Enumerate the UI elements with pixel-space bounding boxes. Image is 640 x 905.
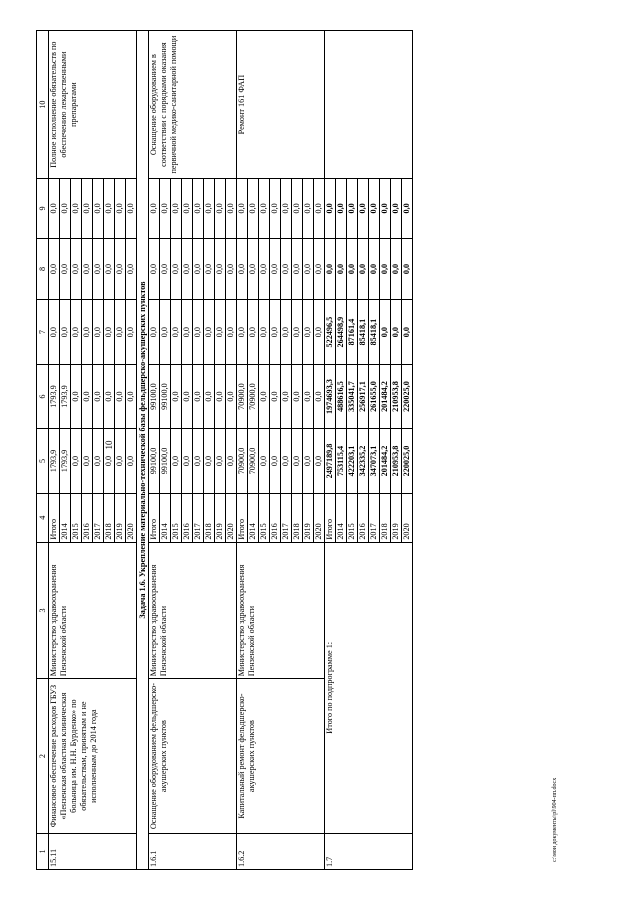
amount-cell: 0,0 — [182, 179, 193, 238]
amount-cell: 0,0 — [193, 364, 204, 428]
amount-cell: 210953,8 — [391, 364, 402, 428]
amount-cell: 753115,4 — [336, 429, 347, 493]
amount-cell: 0,0 — [259, 300, 270, 364]
amount-cell: 0,0 — [215, 364, 226, 428]
period-cell: 2018 — [104, 493, 115, 542]
amount-cell: 0,0 — [126, 238, 137, 300]
executor: Министерство здравоохранения Пензенской области — [49, 542, 137, 679]
amount-cell: 0,0 — [325, 238, 336, 300]
amount-cell: 0,0 — [281, 300, 292, 364]
amount-cell: 0,0 — [49, 300, 60, 364]
period-cell: 2016 — [358, 493, 369, 542]
task-row — [137, 31, 149, 870]
period-cell: Итого — [49, 493, 60, 542]
amount-cell: 0,0 — [270, 300, 281, 364]
amount-cell: 0,0 — [104, 364, 115, 428]
amount-cell: 0,0 — [303, 179, 314, 238]
amount-cell: 0,0 — [226, 429, 237, 493]
column-number-10: 10 — [37, 31, 49, 179]
amount-cell: 0,0 — [391, 238, 402, 300]
amount-cell: 0,0 — [391, 300, 402, 364]
table-row — [49, 31, 60, 870]
budget-table — [36, 30, 413, 870]
amount-cell: 0,0 — [292, 238, 303, 300]
amount-cell: 0,0 — [93, 364, 104, 428]
column-number-6: 6 — [37, 364, 49, 428]
measure-name: Оснащение оборудованием фельдшерско-акушерских пунктов — [149, 679, 237, 834]
expected-result: Оснащение оборудованием в соответствии с порядками оказания первичной медико-санитарной помощи — [149, 31, 237, 179]
amount-cell: 347073,1 — [369, 429, 380, 493]
amount-cell: 0,0 — [204, 429, 215, 493]
amount-cell: 0,0 — [171, 364, 182, 428]
amount-cell: 264498,9 — [336, 300, 347, 364]
amount-cell: 0,0 — [259, 364, 270, 428]
amount-cell: 0,0 — [160, 179, 171, 238]
amount-cell: 201484,2 — [380, 364, 391, 428]
footer-path: c:\мои документы\pl\904-пп.docx — [552, 777, 558, 862]
row-number: 15.11 — [49, 833, 137, 869]
amount-cell: 0,0 — [402, 238, 413, 300]
amount-cell: 0,0 — [380, 238, 391, 300]
amount-cell: 0,0 — [104, 300, 115, 364]
amount-cell: 220025,0 — [402, 429, 413, 493]
period-cell: 2016 — [182, 493, 193, 542]
amount-cell: 70900,0 — [248, 364, 259, 428]
amount-cell: 0,0 — [369, 179, 380, 238]
expected-result: Полное исполнение обязательств по обеспечению лекарственными препаратами — [49, 31, 137, 179]
amount-cell: 0,0 — [93, 429, 104, 493]
amount-cell: 0,0 — [171, 429, 182, 493]
amount-cell: 261655,0 — [369, 364, 380, 428]
executor: Министерство здравоохранения Пензенской области — [149, 542, 237, 679]
amount-cell: 0,0 — [237, 238, 248, 300]
period-cell: 2018 — [292, 493, 303, 542]
row-number: 1.6.2 — [237, 833, 325, 869]
amount-cell: 342335,2 — [358, 429, 369, 493]
amount-cell: 488616,5 — [336, 364, 347, 428]
amount-cell: 1974693,3 — [325, 364, 336, 428]
amount-cell: 0,0 — [104, 179, 115, 238]
amount-cell: 0,0 — [71, 179, 82, 238]
column-number-4: 4 — [37, 493, 49, 542]
amount-cell: 0,0 — [237, 179, 248, 238]
amount-cell: 0,0 — [193, 429, 204, 493]
period-cell: 2019 — [303, 493, 314, 542]
column-number-9: 9 — [37, 179, 49, 238]
period-cell: Итого — [325, 493, 336, 542]
amount-cell: 0,0 — [193, 300, 204, 364]
amount-cell: 201484,2 — [380, 429, 391, 493]
table-row — [237, 31, 248, 870]
amount-cell: 0,0 — [115, 429, 126, 493]
amount-cell: 0,0 — [93, 238, 104, 300]
amount-cell: 0,0 — [204, 364, 215, 428]
amount-cell: 422203,1 — [347, 429, 358, 493]
period-cell: 2019 — [115, 493, 126, 542]
amount-cell: 0,0 — [281, 179, 292, 238]
period-cell: 2020 — [402, 493, 413, 542]
amount-cell: 0,0 — [314, 429, 325, 493]
amount-cell: 0,0 — [160, 238, 171, 300]
amount-cell: 0,0 — [270, 429, 281, 493]
amount-cell: 0,0 — [149, 300, 160, 364]
amount-cell: 0,0 — [193, 179, 204, 238]
amount-cell: 0,0 — [204, 179, 215, 238]
amount-cell: 0,0 — [226, 300, 237, 364]
amount-cell: 99100,0 — [149, 364, 160, 428]
amount-cell: 0,0 — [259, 179, 270, 238]
amount-cell: 85418,1 — [369, 300, 380, 364]
amount-cell: 0,0 — [270, 238, 281, 300]
amount-cell: 0,0 — [49, 238, 60, 300]
column-number-7: 7 — [37, 300, 49, 364]
amount-cell: 0,0 — [49, 179, 60, 238]
amount-cell: 0,0 — [204, 238, 215, 300]
amount-cell: 85418,1 — [358, 300, 369, 364]
period-cell: 2016 — [82, 493, 93, 542]
amount-cell: 0,0 — [126, 429, 137, 493]
period-cell: 2018 — [380, 493, 391, 542]
total-label: Итого по подпрограмме 1: — [325, 542, 413, 833]
amount-cell: 0,0 — [226, 238, 237, 300]
amount-cell: 0,0 — [402, 179, 413, 238]
table-row — [325, 31, 336, 870]
amount-cell: 0,0 — [314, 179, 325, 238]
amount-cell: 0,0 — [402, 300, 413, 364]
amount-cell: 0,0 — [82, 364, 93, 428]
amount-cell: 0,0 — [93, 179, 104, 238]
amount-cell: 0,0 — [82, 429, 93, 493]
amount-cell: 0,0 — [182, 364, 193, 428]
amount-cell: 1793,9 — [49, 364, 60, 428]
period-cell: 2017 — [369, 493, 380, 542]
amount-cell: 0,0 — [281, 429, 292, 493]
amount-cell: 0,0 — [115, 364, 126, 428]
period-cell: 2015 — [347, 493, 358, 542]
amount-cell: 0,0 — [71, 238, 82, 300]
amount-cell: 0,0 — [215, 179, 226, 238]
amount-cell: 0,0 — [303, 364, 314, 428]
amount-cell: 0,0 — [71, 364, 82, 428]
amount-cell: 1793,9 — [60, 364, 71, 428]
amount-cell: 0,0 — [182, 429, 193, 493]
period-cell: 2016 — [270, 493, 281, 542]
amount-cell: 1793,9 — [60, 429, 71, 493]
amount-cell: 0,0 — [391, 179, 402, 238]
page-number: 10 — [104, 440, 114, 450]
period-cell: 2014 — [336, 493, 347, 542]
amount-cell: 0,0 — [215, 429, 226, 493]
amount-cell: 0,0 — [292, 179, 303, 238]
measure-name: Капитальный ремонт фельдшерско-акушерских пунктов — [237, 679, 325, 834]
amount-cell: 0,0 — [71, 429, 82, 493]
row-number: 1.7 — [325, 833, 413, 869]
column-number-2: 2 — [37, 679, 49, 834]
amount-cell: 0,0 — [292, 364, 303, 428]
amount-cell: 70900,0 — [237, 429, 248, 493]
amount-cell: 0,0 — [82, 300, 93, 364]
period-cell: Итого — [237, 493, 248, 542]
period-cell: 2014 — [160, 493, 171, 542]
measure-name: Финансовое обеспечение расходов ГБУЗ «Пензенская областная клиническая больница им. Н.Н. Бурденко» по обязательствам, принятым и не исполненным до 2014 года — [49, 679, 137, 834]
amount-cell: 0,0 — [126, 364, 137, 428]
amount-cell: 0,0 — [204, 300, 215, 364]
amount-cell: 0,0 — [380, 179, 391, 238]
period-cell: 2015 — [171, 493, 182, 542]
amount-cell: 0,0 — [60, 179, 71, 238]
amount-cell: 70900,0 — [248, 429, 259, 493]
period-cell: 2015 — [259, 493, 270, 542]
amount-cell: 0,0 — [325, 179, 336, 238]
period-cell: Итого — [149, 493, 160, 542]
amount-cell: 0,0 — [115, 179, 126, 238]
amount-cell: 220025,0 — [402, 364, 413, 428]
amount-cell: 0,0 — [82, 179, 93, 238]
amount-cell: 2497189,8 — [325, 429, 336, 493]
amount-cell: 0,0 — [226, 179, 237, 238]
period-cell: 2019 — [215, 493, 226, 542]
period-cell: 2017 — [281, 493, 292, 542]
amount-cell: 0,0 — [126, 179, 137, 238]
amount-cell: 0,0 — [358, 238, 369, 300]
amount-cell: 0,0 — [314, 238, 325, 300]
period-cell: 2014 — [60, 493, 71, 542]
amount-cell: 99100,0 — [160, 364, 171, 428]
task-title: Задача 1.6. Укрепление материально-технической базы фельдшерско-акушерских пунктов — [137, 31, 149, 870]
amount-cell: 0,0 — [115, 300, 126, 364]
amount-cell: 0,0 — [82, 238, 93, 300]
amount-cell: 0,0 — [60, 238, 71, 300]
amount-cell: 0,0 — [248, 300, 259, 364]
amount-cell: 0,0 — [336, 179, 347, 238]
amount-cell: 0,0 — [314, 364, 325, 428]
amount-cell: 0,0 — [292, 429, 303, 493]
expected-result: Ремонт 161 ФАП — [237, 31, 325, 179]
amount-cell: 0,0 — [171, 238, 182, 300]
column-number-3: 3 — [37, 542, 49, 679]
amount-cell: 0,0 — [115, 238, 126, 300]
amount-cell: 210953,8 — [391, 429, 402, 493]
amount-cell: 0,0 — [104, 238, 115, 300]
amount-cell: 0,0 — [248, 179, 259, 238]
amount-cell: 0,0 — [358, 179, 369, 238]
amount-cell: 0,0 — [126, 300, 137, 364]
amount-cell: 0,0 — [292, 300, 303, 364]
amount-cell: 522496,5 — [325, 300, 336, 364]
amount-cell: 0,0 — [281, 238, 292, 300]
amount-cell: 99100,0 — [160, 429, 171, 493]
amount-cell: 0,0 — [93, 300, 104, 364]
amount-cell: 0,0 — [259, 238, 270, 300]
amount-cell: 0,0 — [303, 238, 314, 300]
amount-cell: 0,0 — [182, 300, 193, 364]
amount-cell: 1793,9 — [49, 429, 60, 493]
table-row — [149, 31, 160, 870]
amount-cell: 87161,4 — [347, 300, 358, 364]
amount-cell: 0,0 — [237, 300, 248, 364]
expected-result — [325, 31, 413, 179]
amount-cell: 0,0 — [104, 429, 115, 493]
amount-cell: 70900,0 — [237, 364, 248, 428]
amount-cell: 0,0 — [336, 238, 347, 300]
amount-cell: 0,0 — [270, 179, 281, 238]
amount-cell: 0,0 — [215, 238, 226, 300]
period-cell: 2017 — [193, 493, 204, 542]
amount-cell: 0,0 — [369, 238, 380, 300]
amount-cell: 0,0 — [71, 300, 82, 364]
amount-cell: 0,0 — [314, 300, 325, 364]
row-number: 1.6.1 — [149, 833, 237, 869]
amount-cell: 0,0 — [259, 429, 270, 493]
amount-cell: 0,0 — [60, 300, 71, 364]
period-cell: 2015 — [71, 493, 82, 542]
period-cell: 2020 — [126, 493, 137, 542]
column-number-1: 1 — [37, 833, 49, 869]
amount-cell: 0,0 — [160, 300, 171, 364]
amount-cell: 0,0 — [303, 429, 314, 493]
amount-cell: 0,0 — [193, 238, 204, 300]
period-cell: 2018 — [204, 493, 215, 542]
period-cell: 2017 — [93, 493, 104, 542]
period-cell: 2020 — [226, 493, 237, 542]
amount-cell: 0,0 — [281, 364, 292, 428]
amount-cell: 0,0 — [380, 300, 391, 364]
amount-cell: 99100,0 — [149, 429, 160, 493]
amount-cell: 0,0 — [215, 300, 226, 364]
amount-cell: 0,0 — [149, 179, 160, 238]
column-number-8: 8 — [37, 238, 49, 300]
amount-cell: 335041,7 — [347, 364, 358, 428]
column-number-5: 5 — [37, 429, 49, 493]
header-row — [37, 31, 49, 870]
amount-cell: 0,0 — [182, 238, 193, 300]
period-cell: 2014 — [248, 493, 259, 542]
amount-cell: 0,0 — [226, 364, 237, 428]
period-cell: 2019 — [391, 493, 402, 542]
amount-cell: 0,0 — [171, 179, 182, 238]
amount-cell: 0,0 — [248, 238, 259, 300]
period-cell: 2020 — [314, 493, 325, 542]
amount-cell: 0,0 — [270, 364, 281, 428]
amount-cell: 256917,1 — [358, 364, 369, 428]
amount-cell: 0,0 — [347, 179, 358, 238]
executor: Министерство здравоохранения Пензенской области — [237, 542, 325, 679]
amount-cell: 0,0 — [149, 238, 160, 300]
rotated-table-container — [36, 30, 551, 870]
amount-cell: 0,0 — [347, 238, 358, 300]
amount-cell: 0,0 — [303, 300, 314, 364]
amount-cell: 0,0 — [171, 300, 182, 364]
